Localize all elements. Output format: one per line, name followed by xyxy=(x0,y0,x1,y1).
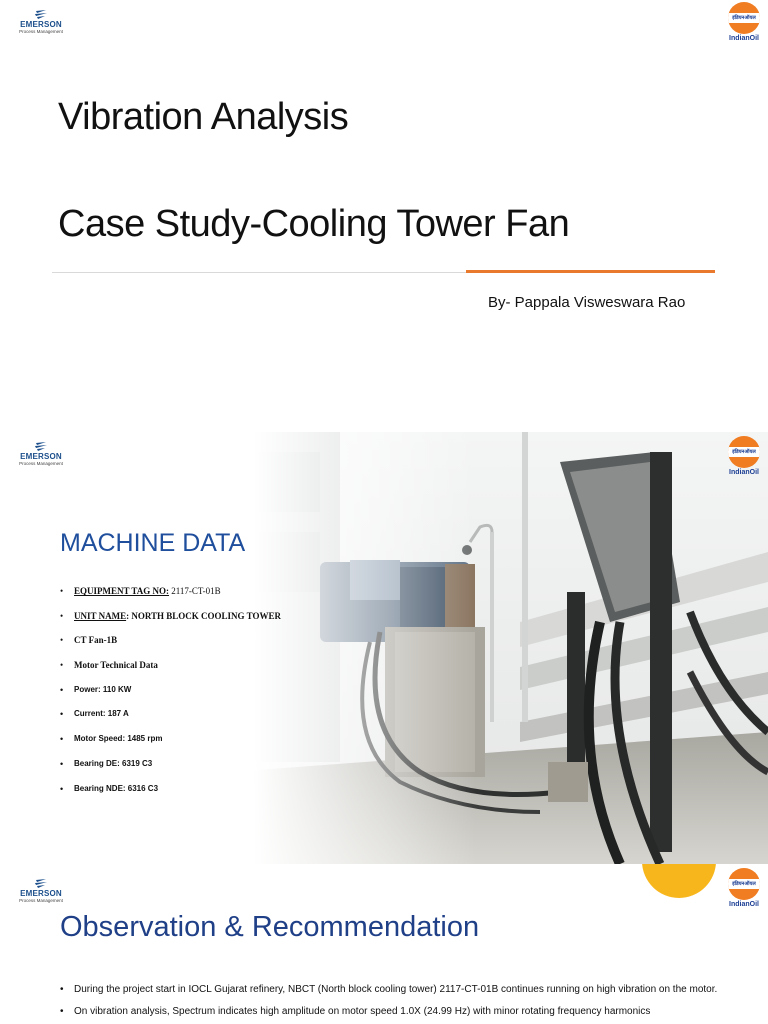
slide-machine-data xyxy=(0,432,768,864)
title-divider xyxy=(52,272,466,273)
indianoil-logo xyxy=(726,436,762,476)
list-item: • Bearing NDE: 6316 C3 xyxy=(60,784,281,809)
list-item: • CT Fan-1B xyxy=(60,635,281,660)
indianoil-disc-icon xyxy=(728,436,760,468)
emerson-logo xyxy=(10,878,72,906)
machine-data-list xyxy=(60,586,281,808)
list-item: • Power: 110 KW xyxy=(60,685,281,710)
indianoil-band: इंडियनऑयल xyxy=(728,879,760,889)
list-item: • Motor Technical Data xyxy=(60,660,281,685)
list-item: • During the project start in IOCL Gujarat refinery, NBCT (North block cooling tower) 2117-CT-01B continues running on high vibration on the motor. xyxy=(60,983,720,996)
list-item xyxy=(60,586,281,611)
author-line: By- Pappala Visweswara Rao xyxy=(488,294,686,311)
list-item xyxy=(60,611,281,636)
list-item: • Bearing DE: 6319 C3 xyxy=(60,759,281,784)
indianoil-label: IndianOil xyxy=(729,469,759,476)
emerson-subtitle: Process Management xyxy=(19,898,63,903)
unit-name-value: : NORTH BLOCK COOLING TOWER xyxy=(126,610,281,621)
indianoil-label: IndianOil xyxy=(729,901,759,908)
list-item: • Current: 187 A xyxy=(60,709,281,734)
indianoil-band: इंडियनऑयल xyxy=(728,13,760,23)
decorative-circle xyxy=(642,864,716,898)
emerson-logo xyxy=(10,9,72,37)
indianoil-logo xyxy=(726,2,762,42)
indianoil-disc-icon xyxy=(728,2,760,34)
unit-name-label: UNIT NAME xyxy=(74,610,127,621)
equipment-tag-label: EQUIPMENT TAG NO: xyxy=(74,586,170,596)
indianoil-band: इंडियनऑयल xyxy=(728,447,760,457)
indianoil-label: IndianOil xyxy=(729,35,759,42)
emerson-name: EMERSON xyxy=(20,452,62,461)
emerson-subtitle: Process Management xyxy=(19,461,63,466)
observation-list xyxy=(60,983,720,1024)
indianoil-logo xyxy=(726,868,762,908)
observation-heading: Observation & Recommendation xyxy=(60,911,480,943)
machine-data-heading: MACHINE DATA xyxy=(60,529,246,557)
title-accent-bar xyxy=(466,270,715,273)
emerson-name: EMERSON xyxy=(20,889,62,898)
emerson-name: EMERSON xyxy=(20,20,62,29)
slide-title xyxy=(0,0,768,432)
emerson-logo xyxy=(10,441,72,469)
equipment-tag-value: 2117-CT-01B xyxy=(169,586,221,596)
slide-observation xyxy=(0,864,768,1024)
indianoil-disc-icon xyxy=(728,868,760,900)
presentation-title: Vibration Analysis xyxy=(58,96,349,138)
presentation-subtitle: Case Study-Cooling Tower Fan xyxy=(58,203,570,245)
list-item: • Motor Speed: 1485 rpm xyxy=(60,734,281,759)
emerson-subtitle: Process Management xyxy=(19,29,63,34)
list-item: • On vibration analysis, Spectrum indicates high amplitude on motor speed 1.0X (24.99 Hz) with minor rotating frequency harmonics xyxy=(60,1005,720,1018)
